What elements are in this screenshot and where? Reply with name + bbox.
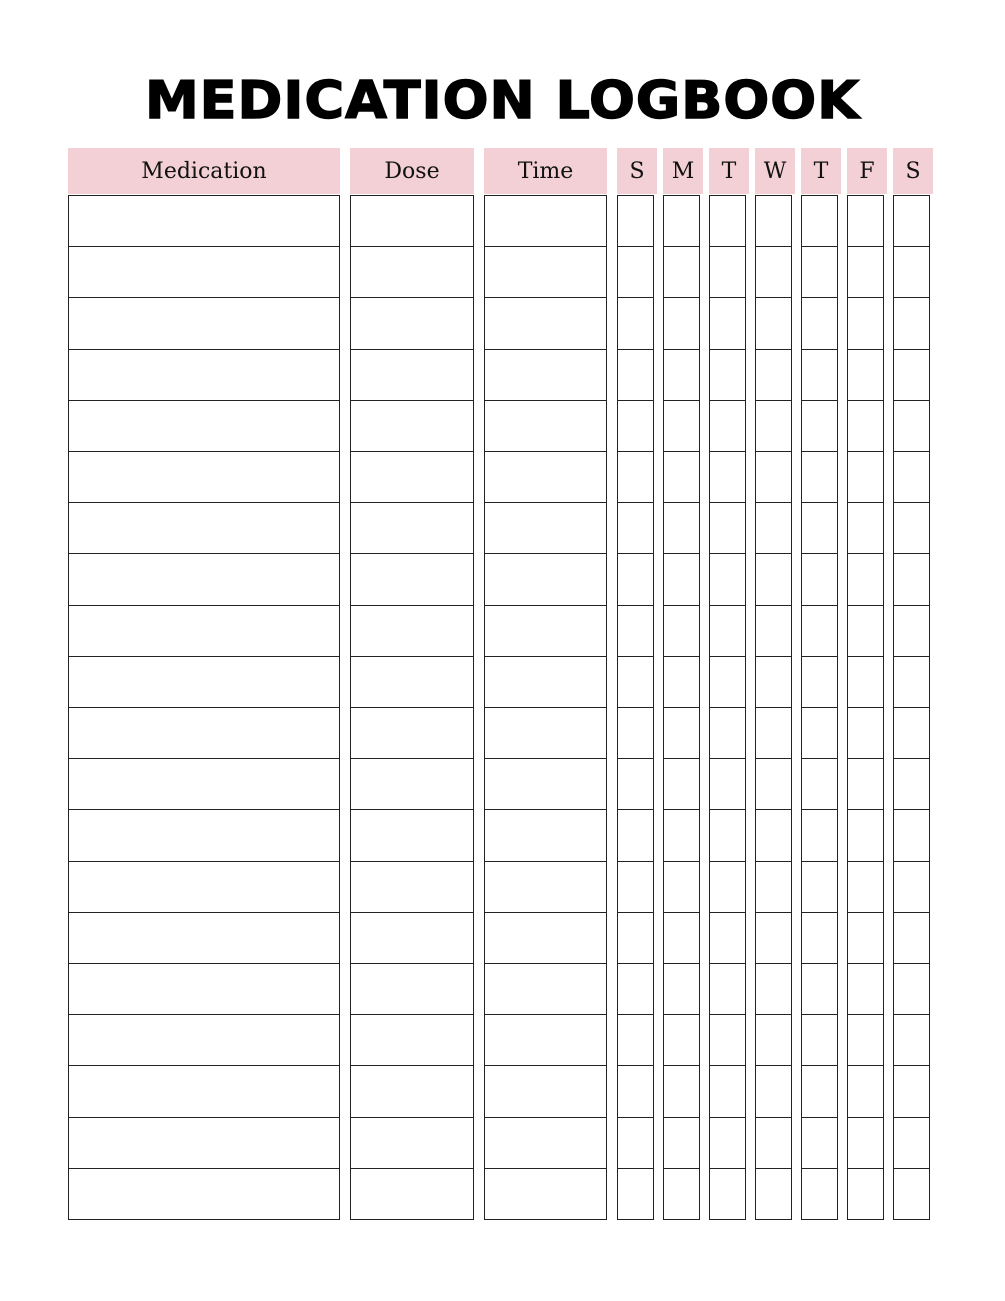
column-header-sat: S [893, 148, 933, 194]
entry-cell-wed[interactable] [755, 707, 792, 759]
entry-cell-mon[interactable] [663, 400, 700, 452]
entry-cell-fri[interactable] [847, 349, 884, 401]
entry-cell-tue[interactable] [709, 502, 746, 554]
entry-cell-sun[interactable] [617, 1117, 654, 1169]
entry-cell-sat[interactable] [893, 707, 930, 759]
entry-cell-sun[interactable] [617, 553, 654, 606]
entry-cell-time[interactable] [484, 1065, 607, 1118]
entry-cell-time[interactable] [484, 809, 607, 862]
entry-cell-time[interactable] [484, 195, 607, 247]
entry-cell-thu[interactable] [801, 400, 838, 452]
entry-cell-sat[interactable] [893, 1117, 930, 1169]
column-header-wed: W [755, 148, 795, 194]
entry-cell-thu[interactable] [801, 1168, 838, 1220]
entry-cell-wed[interactable] [755, 1168, 792, 1220]
entry-cell-time[interactable] [484, 553, 607, 606]
entry-cell-medication[interactable] [68, 809, 340, 862]
entry-cell-time[interactable] [484, 400, 607, 452]
entry-cell-dose[interactable] [350, 400, 474, 452]
column-header-time: Time [484, 148, 607, 194]
entry-cell-dose[interactable] [350, 553, 474, 606]
entry-cell-thu[interactable] [801, 553, 838, 606]
entry-cell-fri[interactable] [847, 451, 884, 503]
entry-cell-fri[interactable] [847, 707, 884, 759]
entry-cell-thu[interactable] [801, 809, 838, 862]
column-header-thu: T [801, 148, 841, 194]
entry-cell-wed[interactable] [755, 553, 792, 606]
entry-cell-time[interactable] [484, 707, 607, 759]
entry-cell-dose[interactable] [350, 656, 474, 708]
page-title: MEDICATION LOGBOOK [144, 70, 861, 131]
entry-cell-thu[interactable] [801, 758, 838, 810]
column-header-tue: T [709, 148, 749, 194]
entry-cell-wed[interactable] [755, 349, 792, 401]
entry-cell-mon[interactable] [663, 1065, 700, 1118]
entry-cell-fri[interactable] [847, 1065, 884, 1118]
entry-cell-medication[interactable] [68, 605, 340, 657]
entry-cell-time[interactable] [484, 451, 607, 503]
entry-cell-mon[interactable] [663, 1014, 700, 1066]
entry-cell-tue[interactable] [709, 809, 746, 862]
entry-cell-tue[interactable] [709, 1014, 746, 1066]
entry-cell-medication[interactable] [68, 246, 340, 298]
entry-cell-tue[interactable] [709, 1168, 746, 1220]
entry-cell-wed[interactable] [755, 451, 792, 503]
entry-cell-sun[interactable] [617, 349, 654, 401]
entry-cell-sun[interactable] [617, 707, 654, 759]
entry-cell-time[interactable] [484, 1014, 607, 1066]
entry-cell-dose[interactable] [350, 1065, 474, 1118]
entry-cell-fri[interactable] [847, 1014, 884, 1066]
entry-cell-medication[interactable] [68, 502, 340, 554]
entry-cell-wed[interactable] [755, 1065, 792, 1118]
entry-cell-thu[interactable] [801, 1065, 838, 1118]
entry-cell-wed[interactable] [755, 758, 792, 810]
entry-cell-tue[interactable] [709, 297, 746, 350]
entry-cell-thu[interactable] [801, 912, 838, 964]
entry-cell-fri[interactable] [847, 1117, 884, 1169]
entry-cell-fri[interactable] [847, 656, 884, 708]
entry-cell-sun[interactable] [617, 400, 654, 452]
entry-cell-sat[interactable] [893, 349, 930, 401]
entry-cell-sun[interactable] [617, 861, 654, 913]
entry-cell-mon[interactable] [663, 912, 700, 964]
entry-cell-mon[interactable] [663, 656, 700, 708]
entry-cell-dose[interactable] [350, 349, 474, 401]
entry-cell-sun[interactable] [617, 963, 654, 1015]
entry-cell-thu[interactable] [801, 861, 838, 913]
entry-cell-medication[interactable] [68, 297, 340, 350]
entry-cell-sun[interactable] [617, 1065, 654, 1118]
entry-cell-tue[interactable] [709, 1117, 746, 1169]
entry-cell-sat[interactable] [893, 963, 930, 1015]
entry-cell-mon[interactable] [663, 707, 700, 759]
entry-cell-medication[interactable] [68, 1014, 340, 1066]
entry-cell-mon[interactable] [663, 297, 700, 350]
entry-cell-tue[interactable] [709, 553, 746, 606]
entry-cell-medication[interactable] [68, 963, 340, 1015]
entry-cell-sun[interactable] [617, 809, 654, 862]
entry-cell-tue[interactable] [709, 912, 746, 964]
entry-cell-medication[interactable] [68, 349, 340, 401]
entry-cell-thu[interactable] [801, 246, 838, 298]
entry-cell-dose[interactable] [350, 1117, 474, 1169]
entry-cell-sat[interactable] [893, 451, 930, 503]
entry-cell-wed[interactable] [755, 912, 792, 964]
entry-cell-fri[interactable] [847, 861, 884, 913]
entry-cell-fri[interactable] [847, 912, 884, 964]
entry-cell-dose[interactable] [350, 195, 474, 247]
entry-cell-sat[interactable] [893, 605, 930, 657]
entry-cell-medication[interactable] [68, 656, 340, 708]
entry-cell-sat[interactable] [893, 1065, 930, 1118]
entry-cell-dose[interactable] [350, 707, 474, 759]
entry-cell-fri[interactable] [847, 963, 884, 1015]
entry-cell-medication[interactable] [68, 400, 340, 452]
entry-cell-fri[interactable] [847, 502, 884, 554]
entry-cell-wed[interactable] [755, 809, 792, 862]
entry-cell-time[interactable] [484, 656, 607, 708]
entry-cell-tue[interactable] [709, 195, 746, 247]
entry-cell-medication[interactable] [68, 861, 340, 913]
entry-cell-mon[interactable] [663, 195, 700, 247]
column-header-medication: Medication [68, 148, 340, 194]
entry-cell-mon[interactable] [663, 1117, 700, 1169]
entry-cell-sun[interactable] [617, 1168, 654, 1220]
entry-cell-fri[interactable] [847, 758, 884, 810]
entry-cell-medication[interactable] [68, 912, 340, 964]
entry-cell-dose[interactable] [350, 1014, 474, 1066]
entry-cell-dose[interactable] [350, 963, 474, 1015]
entry-cell-mon[interactable] [663, 553, 700, 606]
entry-cell-thu[interactable] [801, 963, 838, 1015]
entry-cell-tue[interactable] [709, 400, 746, 452]
entry-cell-mon[interactable] [663, 605, 700, 657]
entry-cell-sat[interactable] [893, 1168, 930, 1220]
entry-cell-sat[interactable] [893, 553, 930, 606]
entry-cell-sat[interactable] [893, 656, 930, 708]
entry-cell-time[interactable] [484, 758, 607, 810]
entry-cell-time[interactable] [484, 861, 607, 913]
entry-cell-wed[interactable] [755, 656, 792, 708]
column-header-mon: M [663, 148, 703, 194]
entry-cell-tue[interactable] [709, 758, 746, 810]
entry-cell-sat[interactable] [893, 912, 930, 964]
entry-cell-mon[interactable] [663, 963, 700, 1015]
entry-cell-sun[interactable] [617, 451, 654, 503]
entry-cell-dose[interactable] [350, 502, 474, 554]
entry-cell-thu[interactable] [801, 605, 838, 657]
entry-cell-mon[interactable] [663, 502, 700, 554]
entry-cell-wed[interactable] [755, 963, 792, 1015]
entry-cell-thu[interactable] [801, 1117, 838, 1169]
entry-cell-wed[interactable] [755, 195, 792, 247]
entry-cell-dose[interactable] [350, 605, 474, 657]
entry-cell-medication[interactable] [68, 707, 340, 759]
entry-cell-dose[interactable] [350, 1168, 474, 1220]
entry-cell-dose[interactable] [350, 861, 474, 913]
entry-cell-medication[interactable] [68, 1117, 340, 1169]
entry-cell-wed[interactable] [755, 400, 792, 452]
entry-cell-sun[interactable] [617, 246, 654, 298]
entry-cell-wed[interactable] [755, 246, 792, 298]
entry-cell-tue[interactable] [709, 605, 746, 657]
entry-cell-sat[interactable] [893, 861, 930, 913]
entry-cell-medication[interactable] [68, 553, 340, 606]
entry-cell-tue[interactable] [709, 656, 746, 708]
entry-cell-sun[interactable] [617, 758, 654, 810]
entry-cell-time[interactable] [484, 349, 607, 401]
entry-cell-medication[interactable] [68, 758, 340, 810]
entry-cell-sun[interactable] [617, 656, 654, 708]
entry-cell-mon[interactable] [663, 451, 700, 503]
entry-cell-mon[interactable] [663, 861, 700, 913]
entry-cell-wed[interactable] [755, 605, 792, 657]
entry-cell-wed[interactable] [755, 1014, 792, 1066]
entry-cell-dose[interactable] [350, 809, 474, 862]
entry-cell-thu[interactable] [801, 195, 838, 247]
entry-cell-mon[interactable] [663, 1168, 700, 1220]
column-header-fri: F [847, 148, 887, 194]
entry-cell-thu[interactable] [801, 502, 838, 554]
column-header-sun: S [617, 148, 657, 194]
entry-cell-fri[interactable] [847, 809, 884, 862]
entry-cell-time[interactable] [484, 246, 607, 298]
entry-cell-dose[interactable] [350, 297, 474, 350]
entry-cell-wed[interactable] [755, 297, 792, 350]
entry-cell-tue[interactable] [709, 349, 746, 401]
entry-cell-medication[interactable] [68, 195, 340, 247]
entry-cell-fri[interactable] [847, 400, 884, 452]
entry-cell-sat[interactable] [893, 758, 930, 810]
entry-cell-sat[interactable] [893, 400, 930, 452]
entry-cell-dose[interactable] [350, 758, 474, 810]
entry-cell-sun[interactable] [617, 502, 654, 554]
entry-cell-time[interactable] [484, 963, 607, 1015]
entry-cell-thu[interactable] [801, 707, 838, 759]
entry-cell-tue[interactable] [709, 451, 746, 503]
entry-cell-mon[interactable] [663, 349, 700, 401]
entry-cell-sat[interactable] [893, 246, 930, 298]
entry-cell-medication[interactable] [68, 451, 340, 503]
entry-cell-sat[interactable] [893, 502, 930, 554]
entry-cell-tue[interactable] [709, 246, 746, 298]
entry-cell-sun[interactable] [617, 195, 654, 247]
entry-cell-time[interactable] [484, 502, 607, 554]
entry-cell-fri[interactable] [847, 605, 884, 657]
column-header-dose: Dose [350, 148, 474, 194]
entry-cell-thu[interactable] [801, 451, 838, 503]
entry-cell-time[interactable] [484, 297, 607, 350]
entry-cell-mon[interactable] [663, 758, 700, 810]
entry-cell-sun[interactable] [617, 605, 654, 657]
entry-cell-dose[interactable] [350, 246, 474, 298]
entry-cell-sun[interactable] [617, 1014, 654, 1066]
entry-cell-mon[interactable] [663, 246, 700, 298]
entry-cell-tue[interactable] [709, 707, 746, 759]
entry-cell-time[interactable] [484, 1117, 607, 1169]
entry-cell-wed[interactable] [755, 1117, 792, 1169]
entry-cell-wed[interactable] [755, 502, 792, 554]
entry-cell-medication[interactable] [68, 1065, 340, 1118]
entry-cell-tue[interactable] [709, 861, 746, 913]
entry-cell-dose[interactable] [350, 912, 474, 964]
entry-cell-sat[interactable] [893, 809, 930, 862]
entry-cell-sat[interactable] [893, 297, 930, 350]
entry-cell-dose[interactable] [350, 451, 474, 503]
entry-cell-tue[interactable] [709, 1065, 746, 1118]
entry-cell-thu[interactable] [801, 656, 838, 708]
entry-cell-tue[interactable] [709, 963, 746, 1015]
entry-cell-thu[interactable] [801, 297, 838, 350]
entry-cell-fri[interactable] [847, 553, 884, 606]
entry-cell-time[interactable] [484, 912, 607, 964]
entry-cell-sun[interactable] [617, 912, 654, 964]
entry-cell-time[interactable] [484, 1168, 607, 1220]
entry-cell-thu[interactable] [801, 349, 838, 401]
entry-cell-time[interactable] [484, 605, 607, 657]
entry-cell-sat[interactable] [893, 195, 930, 247]
entry-cell-medication[interactable] [68, 1168, 340, 1220]
entry-cell-fri[interactable] [847, 195, 884, 247]
entry-cell-mon[interactable] [663, 809, 700, 862]
entry-cell-fri[interactable] [847, 246, 884, 298]
entry-cell-fri[interactable] [847, 297, 884, 350]
entry-cell-fri[interactable] [847, 1168, 884, 1220]
entry-cell-wed[interactable] [755, 861, 792, 913]
entry-cell-sat[interactable] [893, 1014, 930, 1066]
entry-cell-thu[interactable] [801, 1014, 838, 1066]
entry-cell-sun[interactable] [617, 297, 654, 350]
